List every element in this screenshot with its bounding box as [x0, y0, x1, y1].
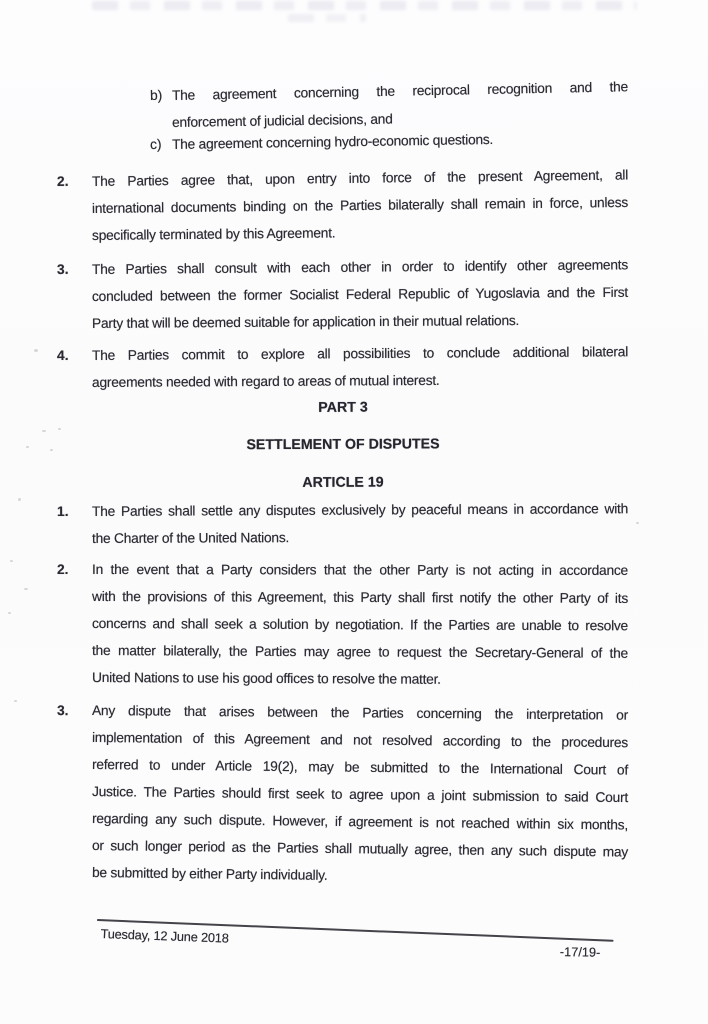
list-item-line: The agreement concerning hydro-economic questions. [171, 131, 494, 152]
paragraph-line: concluded between the former Socialist Federal Republic of Yugoslavia and the First [91, 284, 629, 304]
paragraph-line: The Parties shall consult with each other in order to identify other agreements [91, 257, 629, 277]
scan-speckle [50, 449, 53, 451]
paragraph-line: agreements needed with regard to areas of mutual interest. [91, 372, 440, 390]
scan-speckle [8, 612, 11, 614]
paragraph-number: 2. [56, 562, 69, 578]
paragraph-line: regarding any such dispute. However, if agreement is not reached within six months, [91, 811, 629, 833]
paragraph-line: the Charter of the United Nations. [91, 530, 290, 546]
paragraph-line: with the provisions of this Agreement, this Party shall first notify the other Party of its [91, 589, 629, 606]
paragraph-number: 2. [56, 173, 69, 189]
paragraph-line: specifically terminated by this Agreement. [91, 225, 336, 243]
paragraph-line: implementation of this Agreement and not resolved according to the procedures [91, 730, 629, 751]
paragraph-line: Party that will be deemed suitable for application in their mutual relations. [91, 313, 520, 331]
scan-speckle [42, 430, 46, 432]
section-heading: SETTLEMENT OF DISPUTES [246, 436, 440, 454]
paragraph-line: Justice. The Parties should first seek to agree upon a joint submission to said Court [91, 784, 629, 806]
paragraph-line: or such longer period as the Parties shall mutually agree, then any such dispute may [91, 838, 629, 860]
list-marker-c: c) [149, 136, 162, 152]
paragraph-line: United Nations to use his good offices to resolve the matter. [91, 670, 441, 687]
part-heading: PART 3 [318, 399, 368, 416]
bleedthrough-artifact [92, 1, 637, 10]
list-item-line: enforcement of judicial decisions, and [171, 111, 393, 130]
paragraph-line: Any dispute that arises between the Parties concerning the interpretation or [91, 703, 629, 723]
bleedthrough-artifact [288, 14, 366, 22]
scan-speckle [10, 560, 13, 562]
article-heading: ARTICLE 19 [302, 474, 384, 491]
paragraph-line: The Parties shall settle any disputes exclusively by peaceful means in accordance with [91, 501, 629, 519]
footer-date: Tuesday, 12 June 2018 [100, 925, 229, 946]
paragraph-line: In the event that a Party considers that the other Party is not acting in accordance [91, 562, 629, 578]
paragraph-line: The Parties agree that, upon entry into force of the present Agreement, all [91, 167, 629, 189]
scan-speckle [58, 428, 61, 430]
paragraph-number: 3. [56, 261, 69, 277]
scan-speckle [34, 349, 38, 352]
paragraph-line: concerns and shall seek a solution by negotiation. If the Parties are unable to resolve [91, 616, 629, 634]
scan-speckle [24, 588, 28, 590]
scan-speckle [14, 700, 17, 702]
paragraph-line: referred to under Article 19(2), may be submitted to the International Court of [91, 757, 629, 778]
paragraph-number: 4. [56, 347, 69, 363]
page-number: -17/19- [559, 943, 601, 960]
paragraph-number: 3. [56, 703, 69, 719]
paragraph-line: the matter bilaterally, the Parties may agree to request the Secretary-General of the [91, 643, 629, 661]
paragraph-line: international documents binding on the Parties bilaterally shall remain in force, unless [91, 194, 629, 216]
paragraph-line: be submitted by either Party individually. [91, 865, 328, 883]
scan-speckle [26, 446, 29, 448]
scan-speckle [18, 498, 21, 501]
paragraph-number: 1. [56, 503, 69, 519]
scan-speckle [636, 522, 639, 524]
list-item-line: The agreement concerning the reciprocal recognition and the [171, 79, 629, 103]
paragraph-line: The Parties commit to explore all possibilities to conclude additional bilateral [91, 344, 629, 363]
list-marker-b: b) [149, 87, 163, 103]
